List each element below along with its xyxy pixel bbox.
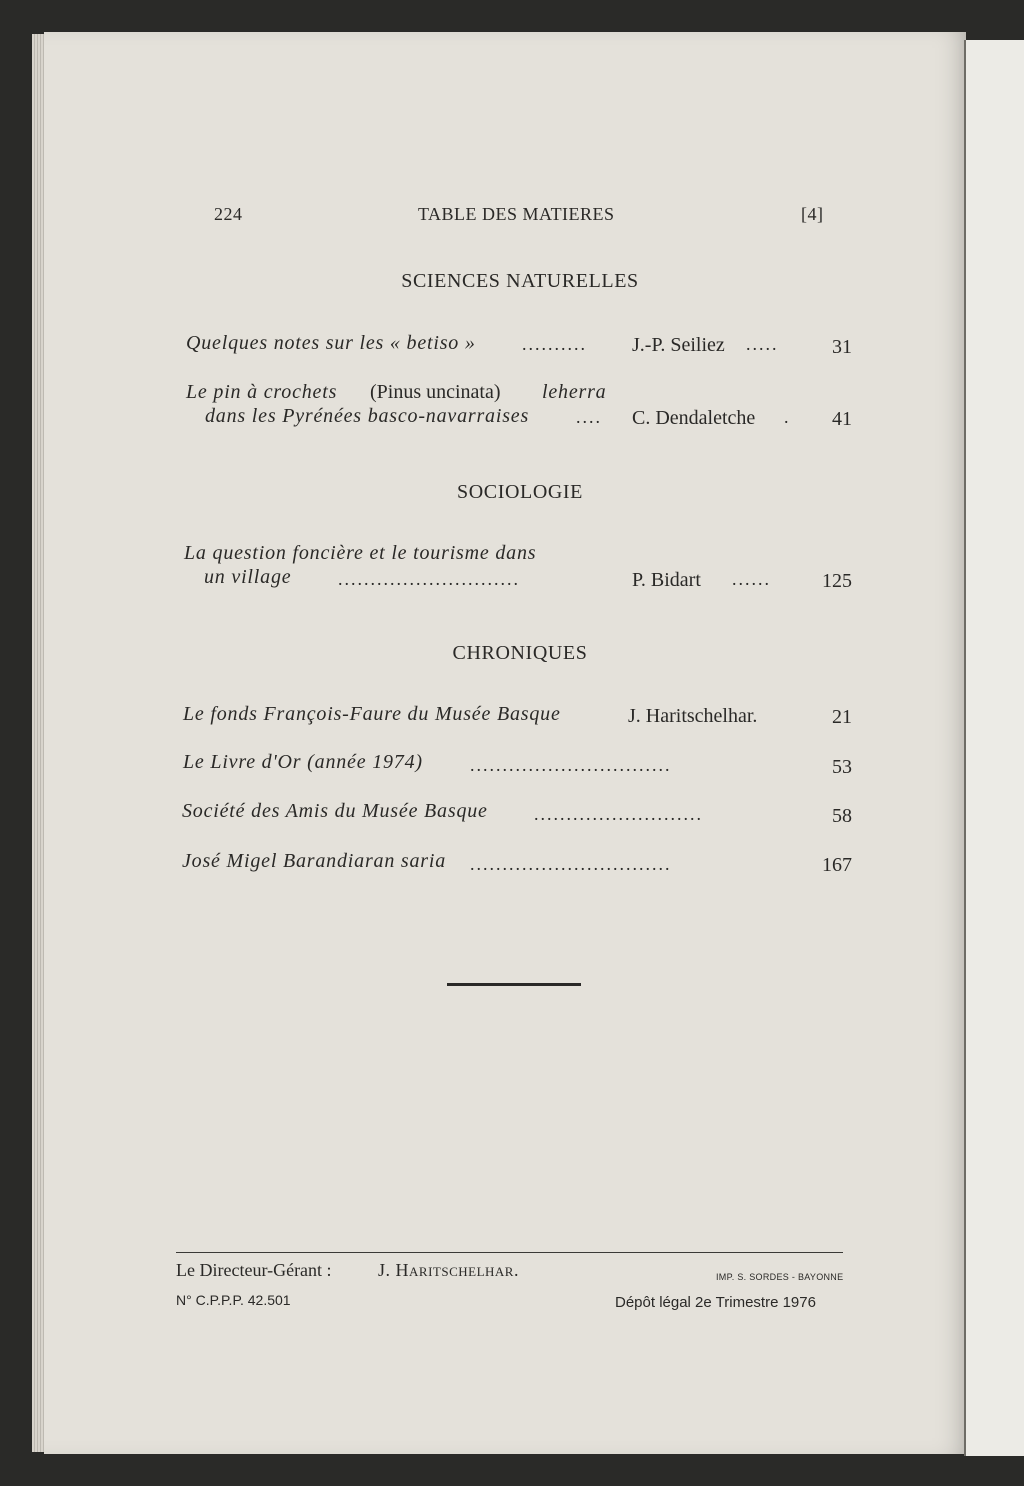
- end-of-contents-rule: [447, 983, 581, 986]
- section-heading-chroniques: CHRONIQUES: [452, 642, 588, 664]
- facing-page: [964, 40, 1024, 1456]
- entry-dots: ....: [576, 407, 602, 427]
- entry-author-dots: .....: [746, 334, 779, 354]
- director-name: J. Haritschelhar.: [378, 1260, 519, 1280]
- director-label: Le Directeur-Gérant :: [176, 1260, 332, 1280]
- entry-page: 167: [822, 854, 852, 876]
- entry-dots: ............................: [338, 569, 520, 589]
- entry-title: José Migel Barandiaran saria: [182, 850, 447, 872]
- depot-legal: Dépôt légal 2e Trimestre 1976: [615, 1294, 816, 1311]
- section-heading-sociologie: SOCIOLOGIE: [457, 481, 583, 503]
- entry-title: Quelques notes sur les « betiso »: [186, 332, 476, 354]
- entry-page: 58: [832, 805, 852, 827]
- cppp-number: N° C.P.P.P. 42.501: [176, 1292, 291, 1308]
- entry-page: 41: [832, 408, 852, 430]
- entry-dots: ...............................: [470, 755, 672, 775]
- entry-title: Le fonds François-Faure du Musée Basque: [183, 703, 561, 725]
- page-number: 224: [214, 204, 243, 224]
- entry-title: Le pin à crochets: [186, 381, 338, 403]
- entry-dots: ...............................: [470, 854, 672, 874]
- page-title: TABLE DES MATIERES: [418, 204, 615, 224]
- entry-author: P. Bidart: [632, 569, 701, 591]
- entry-author: J. Haritschelhar.: [628, 705, 758, 727]
- entry-page: 125: [822, 570, 852, 592]
- entry-author: C. Dendaletche: [632, 407, 756, 429]
- entry-page: 53: [832, 756, 852, 778]
- section-heading-sciences-naturelles: SCIENCES NATURELLES: [401, 270, 639, 292]
- entry-title: Société des Amis du Musée Basque: [182, 800, 488, 822]
- book-page: [44, 32, 966, 1454]
- entry-title: La question foncière et le tourisme dans: [184, 542, 537, 564]
- section-marker: [4]: [801, 204, 824, 224]
- entry-title: leherra: [542, 381, 607, 403]
- printer-credit: IMP. S. SORDES - BAYONNE: [716, 1272, 844, 1282]
- entry-title-latin: (Pinus uncinata): [370, 381, 501, 403]
- entry-dots: ..........................: [534, 804, 703, 824]
- entry-author: J.-P. Seiliez: [632, 334, 725, 356]
- entry-dots: ..........: [522, 334, 587, 354]
- entry-author-dots: ......: [732, 569, 771, 589]
- footer-rule: [176, 1252, 843, 1253]
- entry-page: 21: [832, 706, 852, 728]
- entry-title: Le Livre d'Or (année 1974): [183, 751, 423, 773]
- entry-title-line-2: un village: [204, 566, 292, 588]
- entry-author-dots: .: [784, 407, 791, 427]
- entry-page: 31: [832, 336, 852, 358]
- entry-title-line-2: dans les Pyrénées basco-navarraises: [205, 405, 530, 427]
